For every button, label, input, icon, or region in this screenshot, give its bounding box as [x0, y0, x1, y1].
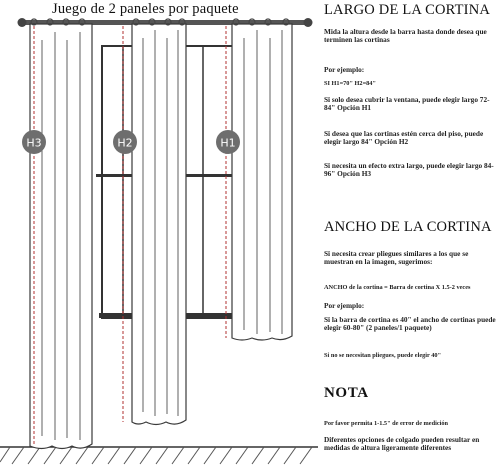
- curtain-panel-h1: [232, 24, 292, 340]
- marker-h3: [22, 130, 46, 154]
- example-label-1: Por ejemplo:: [324, 65, 365, 74]
- marker-h1: [216, 130, 240, 154]
- marker-h2: [113, 130, 137, 154]
- floor: [0, 447, 318, 464]
- option-h2: Si desea que las cortinas estén cerca del piso, puede elegir largo 84" Opción H2: [324, 129, 484, 147]
- example-label-2: Por ejemplo:: [324, 301, 365, 310]
- note-heading: NOTA: [324, 385, 369, 401]
- width-formula: ANCHO de la cortina = Barra de cortina X 1.5-2 veces: [324, 284, 471, 291]
- width-example: Si la barra de cortina es 40" el ancho de cortinas puede elegir 60-80" (2 paneles/1 paquete): [324, 315, 496, 333]
- marker-h2-label: H2: [117, 136, 133, 150]
- marker-h3-label: H3: [26, 136, 42, 150]
- length-intro: Mida la altura desde la barra hasta donde desea que terminen las cortinas: [324, 27, 487, 45]
- length-heading: LARGO DE LA CORTINA: [324, 2, 491, 18]
- no-folds-note: Si no se necesitan pliegues, puede elegir 40": [324, 352, 442, 359]
- curtain-panel-h2: [132, 24, 186, 425]
- curtain-panel-h3: [30, 24, 92, 449]
- note-measurement-error: Por favor permita 1-1.5" de error de medición: [324, 420, 449, 427]
- width-intro: Si necesita crear pliegues similares a los que se muestran en la imagen, sugerimos:: [324, 249, 469, 267]
- width-heading: ANCHO DE LA CORTINA: [324, 219, 492, 235]
- note-hanging-options: Diferentes opciones de colgado pueden resultar en medidas de altura ligeramente diferentes: [324, 435, 480, 453]
- option-h1: Si solo desea cubrir la ventana, puede elegir largo 72-84" Opción H1: [324, 95, 490, 113]
- example-values-1: SI H1=70" H2=84": [324, 80, 376, 87]
- option-h3: Si necesita un efecto extra largo, puede elegir largo 84-96" Opción H3: [324, 161, 494, 179]
- marker-h1-label: H1: [220, 136, 236, 150]
- page-title: Juego de 2 paneles por paquete: [52, 1, 239, 17]
